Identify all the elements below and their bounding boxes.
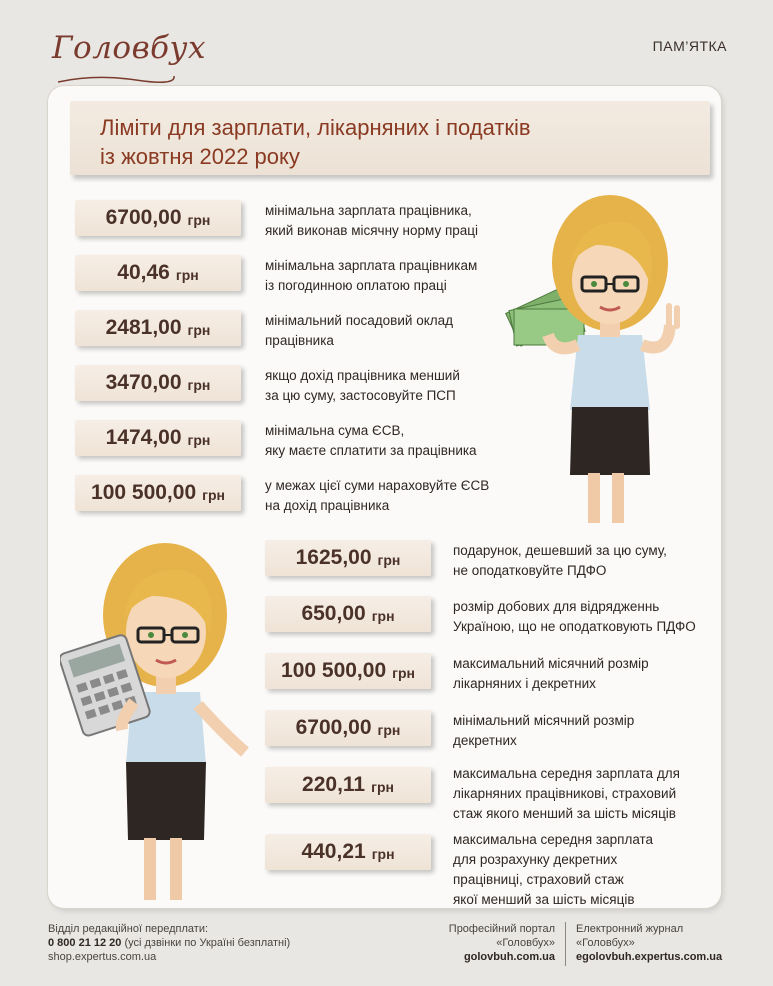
limit-value: 6700,00 грн [265,710,431,746]
limit-value: 1625,00 грн [265,540,431,576]
limit-value: 6700,00 грн [75,200,241,236]
document-tag: ПАМ’ЯТКА [652,38,727,54]
limit-value: 100 500,00 грн [75,475,241,511]
woman-with-money-illustration [500,185,700,535]
brand-logo: Головбух [52,30,207,66]
limit-value: 650,00 грн [265,596,431,632]
limit-value: 2481,00 грн [75,310,241,346]
page-title-line-2: із жовтня 2022 року [100,144,300,169]
limit-description: мінімальний посадовий оклад працівника [265,313,454,348]
limit-description: максимальний місячний розмір лікарняних і декретних [453,656,649,691]
limit-value: 3470,00 грн [75,365,241,401]
footer-portal: Професійний портал «Головбух» golovbuh.com.ua [448,923,555,963]
limit-description: мінімальна сума ЄСВ, яку маєте сплатити за працівника [265,423,477,458]
journal-link[interactable]: egolovbuh.expertus.com.ua [576,951,723,963]
limit-description: розмір добових для відрядженнь Україною, що не оподатковують ПДФО [453,599,696,634]
limit-value: 220,11 грн [265,767,431,803]
limit-value: 40,46 грн [75,255,241,291]
portal-link[interactable]: golovbuh.com.ua [463,951,555,963]
limit-value: 440,21 грн [265,834,431,870]
footer-subscription: Відділ редакційної передплати: 0 800 21 12 20 (усі дзвінки по Україні безплатні) shop.expertus.com.ua [48,923,291,963]
footer-journal: Електронний журнал «Головбух» egolovbuh.expertus.com.ua [576,923,723,963]
limit-description: мінімальна зарплата працівника, який виконав місячну норму праці [265,203,479,238]
page-title-line-1: Ліміти для зарплати, лікарняних і податків [100,115,531,140]
limit-description: максимальна середня зарплата для лікарняних працівникові, страховий стаж якого менший за шість місяців [453,766,680,821]
limit-description: у межах цієї суми нараховуйте ЄСВ на дохід працівника [265,478,490,513]
logo-swash [56,72,176,86]
footer-divider [565,922,566,966]
limit-description: мінімальна зарплата працівникам із погодинною оплатою праці [265,258,478,293]
limit-description: якщо дохід працівника менший за цю суму, застосовуйте ПСП [265,368,460,403]
limit-value: 100 500,00 грн [265,653,431,689]
limit-description: подарунок, дешевший за цю суму, не оподатковуйте ПДФО [453,543,667,578]
woman-with-calculator-illustration [60,530,260,910]
limit-description: максимальна середня зарплата для розрахунку декретних працівниці, страховий стаж якої менший за шість місяців [453,832,654,907]
limit-description: мінімальний місячний розмір декретних [453,713,635,748]
title-box [70,101,710,175]
limit-value: 1474,00 грн [75,420,241,456]
